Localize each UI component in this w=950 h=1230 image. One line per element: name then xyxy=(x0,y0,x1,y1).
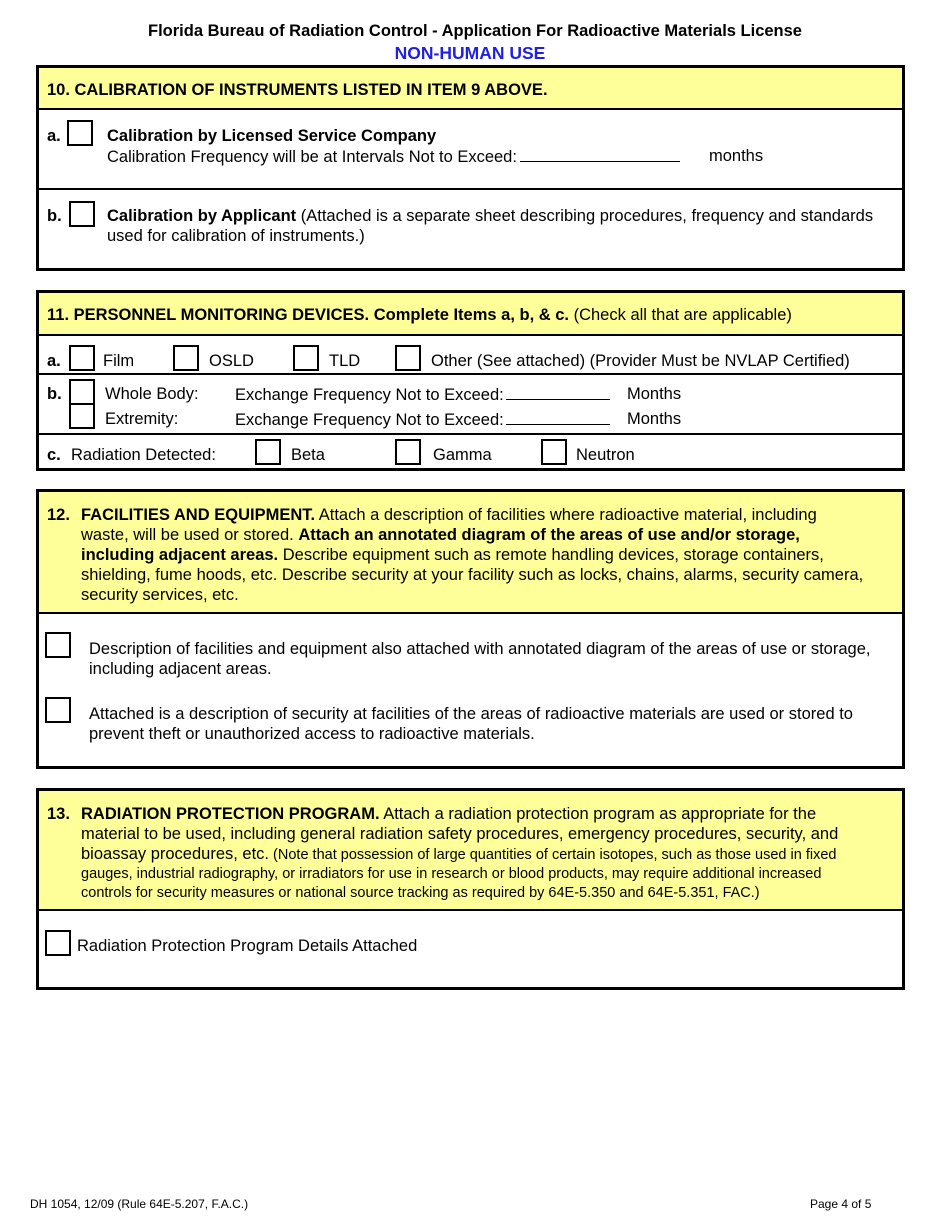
applicant-calibration-text xyxy=(107,206,873,226)
whole-body-frequency-label: Exchange Frequency Not to Exceed: xyxy=(235,386,504,404)
section-11-heading xyxy=(47,305,792,325)
item-c-letter: c. xyxy=(47,446,61,464)
rpp-details-checkbox[interactable] xyxy=(45,930,71,956)
beta-checkbox[interactable] xyxy=(255,439,281,465)
whole-body-label: Whole Body: xyxy=(105,385,199,403)
form-subtitle: NON-HUMAN USE xyxy=(394,43,546,63)
applicant-calibration-desc-2: used for calibration of instruments.) xyxy=(107,227,365,245)
section-13-line-1 xyxy=(81,804,816,824)
calibration-frequency-unit: months xyxy=(709,147,764,165)
section-13-text-3: bioassay procedures, etc. xyxy=(81,845,270,863)
divider xyxy=(39,108,902,110)
facilities-description-line-1: Description of facilities and equipment also attached with annotated diagram of the areas of use or storage, xyxy=(89,640,871,658)
section-13-line-3 xyxy=(81,844,836,865)
whole-body-frequency-input[interactable] xyxy=(506,384,610,400)
section-12-line-4: shielding, fume hoods, etc. Describe security at your facility such as locks, chains, alarms, security camera, xyxy=(81,566,864,584)
divider xyxy=(39,909,902,911)
radiation-detected-label: Radiation Detected: xyxy=(71,446,216,464)
section-12-line-5: security services, etc. xyxy=(81,586,239,604)
section-13-note-2: gauges, industrial radiography, or irradiators for use in research or blood products, may require additional increased xyxy=(81,866,822,882)
applicant-calibration-title: Calibration by Applicant xyxy=(107,207,297,225)
osld-label: OSLD xyxy=(209,352,254,370)
service-company-checkbox[interactable] xyxy=(67,120,93,146)
section-11-heading-bold: 11. PERSONNEL MONITORING DEVICES. Complete Items a, b, & c. xyxy=(47,306,570,324)
tld-label: TLD xyxy=(329,352,361,370)
item-b-letter: b. xyxy=(47,207,62,225)
extremity-checkbox[interactable] xyxy=(69,403,95,429)
applicant-calibration-desc: (Attached is a separate sheet describing procedures, frequency and standards xyxy=(296,207,874,225)
osld-checkbox[interactable] xyxy=(173,345,199,371)
section-11 xyxy=(36,290,905,471)
calibration-frequency-text: Calibration Frequency will be at Intervals Not to Exceed: xyxy=(107,148,517,166)
neutron-label: Neutron xyxy=(576,446,635,464)
facilities-description-line-2: including adjacent areas. xyxy=(89,660,272,678)
section-12-title: FACILITIES AND EQUIPMENT. xyxy=(81,506,316,524)
calibration-frequency-label xyxy=(107,146,680,167)
extremity-frequency xyxy=(235,409,610,430)
item-a-letter: a. xyxy=(47,352,61,370)
page-number: Page 4 of 5 xyxy=(810,1197,872,1211)
beta-label: Beta xyxy=(291,446,325,464)
section-11-heading-note: (Check all that are applicable) xyxy=(569,306,792,324)
form-title: Florida Bureau of Radiation Control - Application For Radioactive Materials License xyxy=(148,22,802,40)
section-12-line-2 xyxy=(81,525,800,545)
section-12-text-1: Attach a description of facilities where radioactive material, including xyxy=(315,506,817,524)
extremity-label: Extremity: xyxy=(105,410,179,428)
film-checkbox[interactable] xyxy=(69,345,95,371)
gamma-label: Gamma xyxy=(433,446,492,464)
section-12 xyxy=(36,489,905,769)
section-12-line-3 xyxy=(81,545,824,565)
neutron-checkbox[interactable] xyxy=(541,439,567,465)
film-label: Film xyxy=(103,352,135,370)
section-10-heading: 10. CALIBRATION OF INSTRUMENTS LISTED IN ITEM 9 ABOVE. xyxy=(47,81,548,99)
divider xyxy=(39,433,902,435)
applicant-calibration-checkbox[interactable] xyxy=(69,201,95,227)
divider xyxy=(39,188,902,190)
calibration-frequency-input[interactable] xyxy=(520,146,680,162)
section-12-bold-3: including adjacent areas. xyxy=(81,546,279,564)
rpp-details-label: Radiation Protection Program Details Attached xyxy=(77,937,418,955)
other-provider-label: Other (See attached) (Provider Must be NVLAP Certified) xyxy=(431,352,850,370)
divider xyxy=(39,612,902,614)
item-a-letter: a. xyxy=(47,127,61,145)
section-12-text-3: Describe equipment such as remote handling devices, storage containers, xyxy=(278,546,824,564)
security-description-line-1: Attached is a description of security at facilities of the areas of radioactive materials are used or stored to xyxy=(89,705,853,723)
whole-body-months: Months xyxy=(627,385,682,403)
section-13-note-1: (Note that possession of large quantities of certain isotopes, such as those used in fixed xyxy=(269,847,837,863)
section-13-title: RADIATION PROTECTION PROGRAM. xyxy=(81,805,380,823)
gamma-checkbox[interactable] xyxy=(395,439,421,465)
section-12-bold-2: Attach an annotated diagram of the areas of use and/or storage, xyxy=(298,526,800,544)
security-description-line-2: prevent theft or unauthorized access to radioactive materials. xyxy=(89,725,535,743)
section-13-text-1: Attach a radiation protection program as appropriate for the xyxy=(379,805,817,823)
section-12-line-1 xyxy=(81,505,817,525)
whole-body-checkbox[interactable] xyxy=(69,379,95,405)
extremity-months: Months xyxy=(627,410,682,428)
section-12-number: 12. xyxy=(47,506,70,524)
facilities-description-checkbox[interactable] xyxy=(45,632,71,658)
security-description-checkbox[interactable] xyxy=(45,697,71,723)
section-13-note-3: controls for security measures or national source tracking as required by 64E-5.350 and 64E-5.351, FAC.) xyxy=(81,885,760,901)
section-12-text-2: waste, will be used or stored. xyxy=(81,526,299,544)
section-13-number: 13. xyxy=(47,805,70,823)
form-number: DH 1054, 12/09 (Rule 64E-5.207, F.A.C.) xyxy=(30,1197,249,1211)
other-provider-checkbox[interactable] xyxy=(395,345,421,371)
extremity-frequency-input[interactable] xyxy=(506,409,610,425)
divider xyxy=(39,373,902,375)
whole-body-frequency xyxy=(235,384,610,405)
service-company-label: Calibration by Licensed Service Company xyxy=(107,127,437,145)
section-10 xyxy=(36,65,905,271)
divider xyxy=(39,334,902,336)
item-b-letter: b. xyxy=(47,385,62,403)
section-13 xyxy=(36,788,905,990)
section-13-line-2: material to be used, including general radiation safety procedures, emergency procedures, security, and xyxy=(81,825,839,843)
tld-checkbox[interactable] xyxy=(293,345,319,371)
extremity-frequency-label: Exchange Frequency Not to Exceed: xyxy=(235,411,504,429)
